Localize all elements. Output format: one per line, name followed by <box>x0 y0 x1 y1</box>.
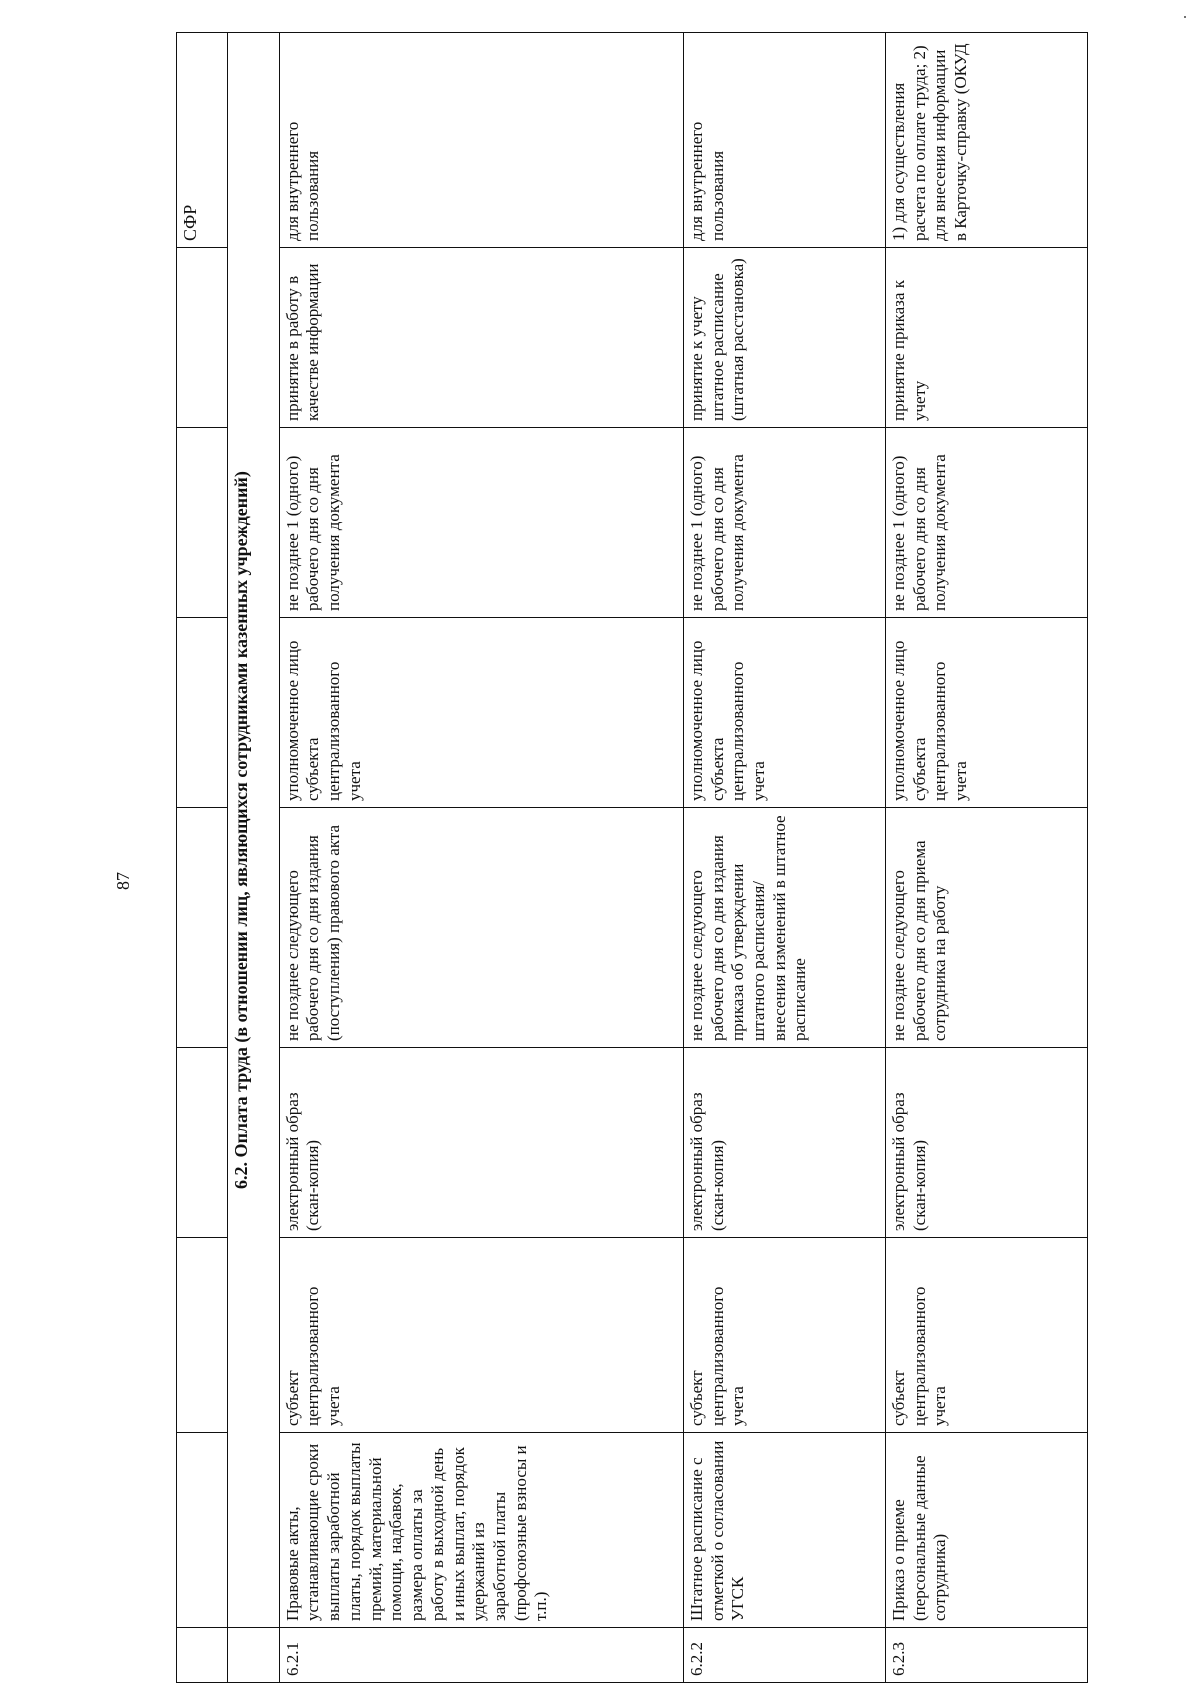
row-number: 6.2.1 <box>279 1628 683 1683</box>
header-row <box>177 33 228 1683</box>
document-cell: Правовые акты, устанавливающие сроки выплаты заработной платы, порядок выплаты премий, материальной помощи, надбавок, размера оплаты за работу в выходной день и иных выплат, порядок удержаний из заработной платы (профсоюзные взносы и т.п.) <box>279 1433 683 1628</box>
header-cell-sfr: СФР <box>177 33 228 248</box>
action-cell: принятие в работу в качестве информации <box>279 248 683 428</box>
section-row <box>228 33 279 1683</box>
deadline-send-cell: не позднее следующего рабочего дня со дня издания приказа об утверждении штатного расписания/ внесения изменений в штатное расписание <box>683 808 885 1048</box>
action-cell: принятие к учету штатное расписание (штатная расстановка) <box>683 248 885 428</box>
header-cell <box>177 1433 228 1628</box>
receiver-cell: уполномоченное лицо субъекта централизованного учета <box>885 618 1087 808</box>
purpose-cell: 1) для осуществления расчета по оплате труда; 2) для внесения информации в Карточку-справку (ОКУД <box>885 33 1087 248</box>
sender-cell: субъект централизованного учета <box>279 1238 683 1433</box>
receiver-cell: уполномоченное лицо субъекта централизованного учета <box>279 618 683 808</box>
receiver-cell: уполномоченное лицо субъекта централизованного учета <box>683 618 885 808</box>
form-cell: электронный образ (скан-копия) <box>279 1048 683 1238</box>
form-cell: электронный образ (скан-копия) <box>683 1048 885 1238</box>
section-title-num-cell <box>228 1628 279 1683</box>
row-number: 6.2.3 <box>885 1628 1087 1683</box>
deadline-process-cell: не позднее 1 (одного) рабочего дня со дня получения документа <box>885 428 1087 618</box>
page-number: 87 <box>113 872 133 890</box>
header-cell <box>177 1048 228 1238</box>
header-cell <box>177 808 228 1048</box>
header-cell <box>177 428 228 618</box>
header-cell <box>177 618 228 808</box>
deadline-send-cell: не позднее следующего рабочего дня со дня приема сотрудника на работу <box>885 808 1087 1048</box>
action-cell: принятие приказа к учету <box>885 248 1087 428</box>
header-cell <box>177 1238 228 1433</box>
regulation-table <box>176 32 1088 1683</box>
section-title: 6.2. Оплата труда (в отношении лиц, являющихся сотрудниками казенных учреждений) <box>228 33 279 1628</box>
deadline-process-cell: не позднее 1 (одного) рабочего дня со дня получения документа <box>279 428 683 618</box>
table-row <box>885 33 1087 1683</box>
row-number: 6.2.2 <box>683 1628 885 1683</box>
form-cell: электронный образ (скан-копия) <box>885 1048 1087 1238</box>
deadline-send-cell: не позднее следующего рабочего дня со дня издания (поступления) правового акта <box>279 808 683 1048</box>
scan-speck <box>1184 16 1186 18</box>
header-cell <box>177 248 228 428</box>
deadline-process-cell: не позднее 1 (одного) рабочего дня со дня получения документа <box>683 428 885 618</box>
purpose-cell: для внутреннего пользования <box>683 33 885 248</box>
document-cell: Штатное расписание с отметкой о согласовании УГСК <box>683 1433 885 1628</box>
purpose-cell: для внутреннего пользования <box>279 33 683 248</box>
sender-cell: субъект централизованного учета <box>683 1238 885 1433</box>
sender-cell: субъект централизованного учета <box>885 1238 1087 1433</box>
rotated-page-content <box>176 33 1088 1683</box>
table-row <box>279 33 683 1683</box>
header-cell <box>177 1628 228 1683</box>
table-row <box>683 33 885 1683</box>
document-cell: Приказ о приеме (персональные данные сотрудника) <box>885 1433 1087 1628</box>
